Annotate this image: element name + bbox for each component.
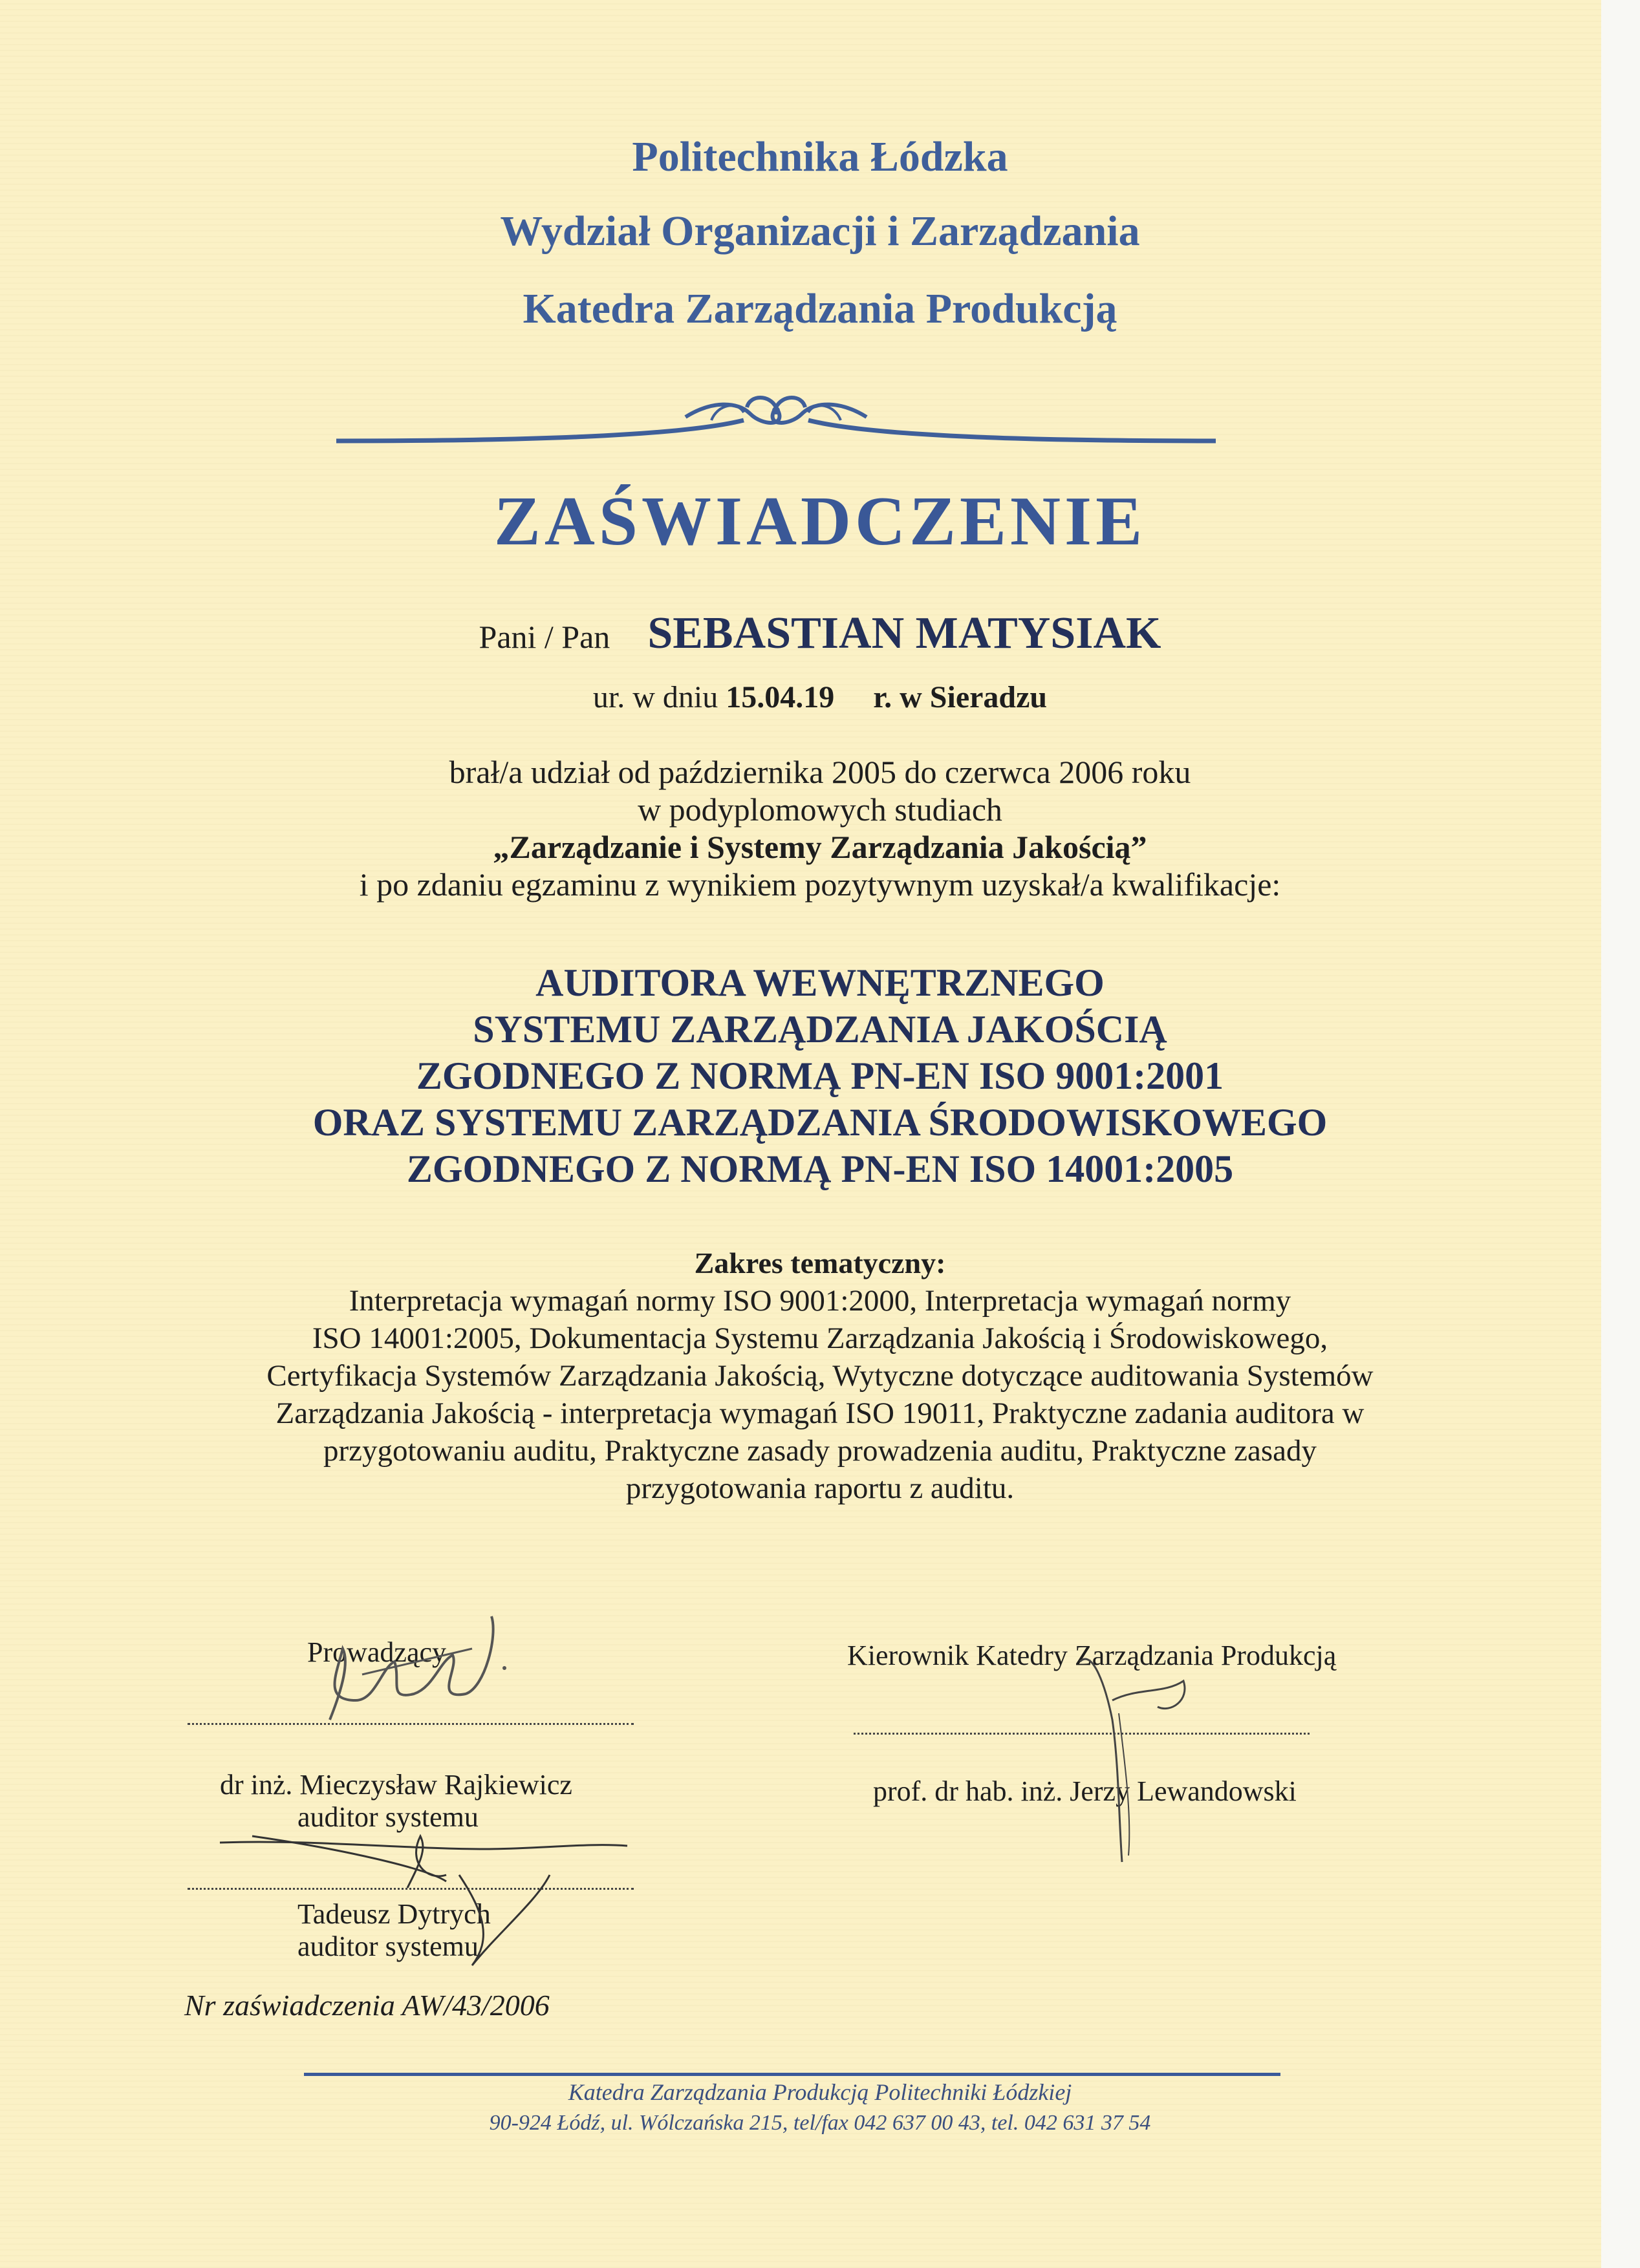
scope-line-2: ISO 14001:2005, Dokumentacja Systemu Zarządzania Jakością i Środowiskowego, — [312, 1321, 1328, 1355]
university-name: Politechnika Łódzka — [632, 133, 1008, 180]
footer-line-1: Katedra Zarządzania Produkcją Politechniki Łódzkiej — [568, 2079, 1072, 2105]
body-line-1: brał/a udział od października 2005 do czerwca 2006 roku — [449, 754, 1191, 790]
department-name: Katedra Zarządzania Produkcją — [523, 285, 1117, 332]
document-title: ZAŚWIADCZENIE — [493, 483, 1147, 560]
scope-heading: Zakres tematyczny: — [694, 1246, 946, 1279]
body-line-4: i po zdaniu egzaminu z wynikiem pozytywnym uzyskał/a kwalifikacje: — [359, 866, 1281, 903]
left-signatory-role-1: auditor systemu — [297, 1801, 479, 1833]
scope-line-5: przygotowaniu auditu, Praktyczne zasady prowadzenia auditu, Praktyczne zasady — [323, 1434, 1317, 1468]
qualification-line-3: ZGODNEGO Z NORMĄ PN-EN ISO 9001:2001 — [416, 1054, 1224, 1097]
recipient-line — [0, 608, 1640, 659]
qualification-line-5: ZGODNEGO Z NORMĄ PN-EN ISO 14001:2005 — [406, 1148, 1234, 1190]
birth-place: r. w Sieradzu — [873, 680, 1048, 714]
signature-lewandowski — [1067, 1636, 1209, 1875]
footer-divider — [304, 2073, 1280, 2076]
left-signatory-name-1: dr inż. Mieczysław Rajkiewicz — [220, 1769, 572, 1801]
scope-line-3: Certyfikacja Systemów Zarządzania Jakością, Wytyczne dotyczące auditowania Systemów — [266, 1359, 1374, 1393]
recipient-label: Pani / Pan — [479, 619, 610, 655]
ornament-divider — [323, 381, 1229, 459]
qualification-line-4: ORAZ SYSTEMU ZARZĄDZANIA ŚRODOWISKOWEGO — [312, 1101, 1328, 1144]
signature-dytrych — [213, 1823, 634, 1972]
left-signatory-name-2: Tadeusz Dytrych — [297, 1898, 491, 1930]
footer-address: 90-924 Łódź, ul. Wólczańska 215, tel/fax 042 637 00 43, tel. 042 631 37 54 — [489, 2111, 1151, 2135]
birth-date: 15.04.19 — [726, 680, 835, 714]
faculty-name: Wydział Organizacji i Zarządzania — [500, 208, 1140, 255]
signature-rajkiewicz — [304, 1610, 537, 1739]
scope-line-1: Interpretacja wymagań normy ISO 9001:2000, Interpretacja wymagań normy — [349, 1284, 1291, 1318]
scope-line-4: Zarządzania Jakością - interpretacja wymagań ISO 19011, Praktyczne zadania auditora w — [275, 1396, 1365, 1430]
qualification-line-1: AUDITORA WEWNĘTRZNEGO — [535, 961, 1105, 1004]
recipient-name: SEBASTIAN MATYSIAK — [647, 608, 1161, 658]
birth-line — [0, 679, 1640, 716]
right-signatory-name: prof. dr hab. inż. Jerzy Lewandowski — [873, 1775, 1297, 1807]
study-program: „Zarządzanie i Systemy Zarządzania Jakością” — [493, 829, 1147, 865]
body-line-2: w podyplomowych studiach — [638, 791, 1002, 828]
left-signatory-heading: Prowadzący — [307, 1636, 447, 1668]
certificate-number: Nr zaświadczenia AW/43/2006 — [184, 1989, 550, 2022]
scope-line-6: przygotowania raportu z auditu. — [625, 1471, 1015, 1505]
left-signatory-role-2: auditor systemu — [297, 1931, 479, 1962]
birth-prefix: ur. w dniu — [592, 680, 718, 714]
qualification-line-2: SYSTEMU ZARZĄDZANIA JAKOŚCIĄ — [473, 1008, 1167, 1051]
right-signatory-heading: Kierownik Katedry Zarządzania Produkcją — [847, 1640, 1337, 1671]
